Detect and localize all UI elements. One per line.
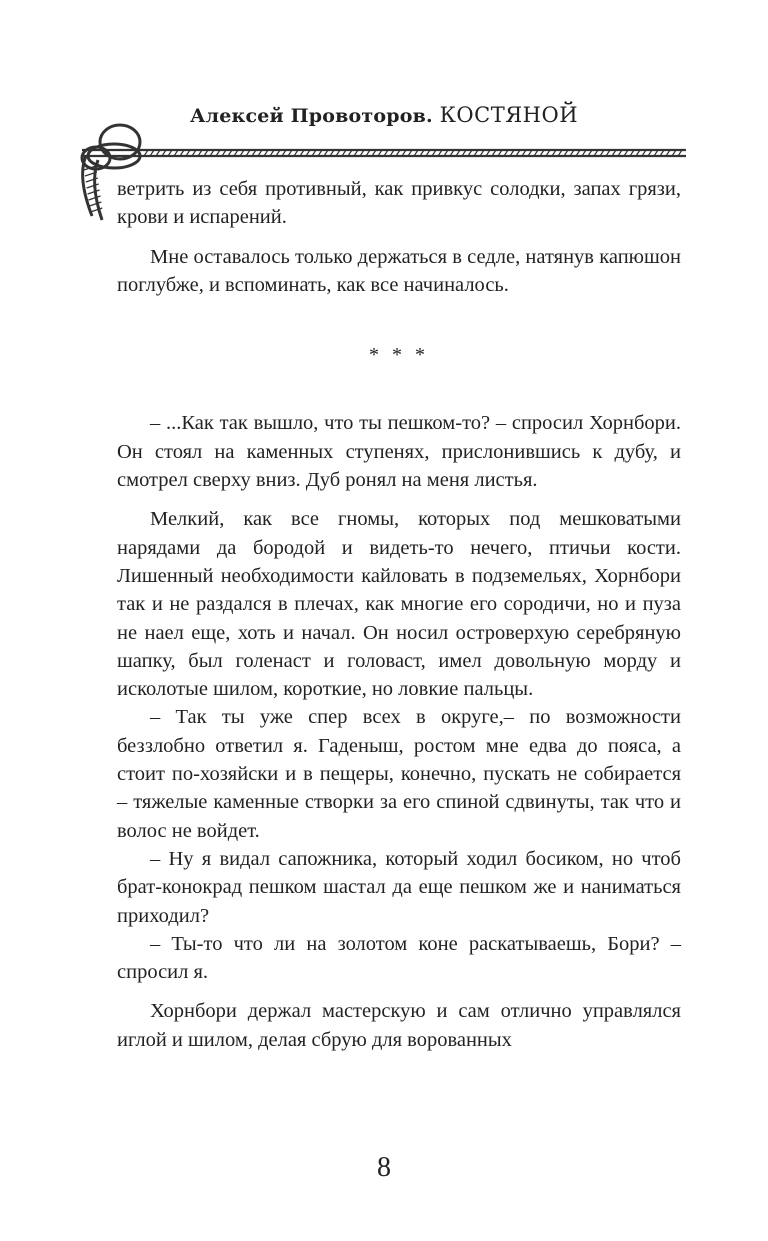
body-text <box>117 175 681 1054</box>
paragraph: Мне оставалось только держаться в седле, натянув капюшон поглубже, и вспоминать, как все начиналось. <box>117 245 681 296</box>
page-number: 8 <box>377 1152 391 1183</box>
paragraph: – Ну я видал сапожника, который ходил босиком, но чтоб брат-конокрад пешком шастал да еще пешком же и наниматься приходил? <box>117 847 681 927</box>
section-separator: * * * <box>369 344 429 367</box>
header-title: КОСТЯНОЙ <box>439 103 579 127</box>
header-author: Алексей Провоторов. <box>189 105 433 127</box>
paragraph: ветрить из себя противный, как привкус солодки, запах грязи, крови и испарений. <box>117 178 681 229</box>
paragraph: – Так ты уже спер всех в округе,– по возможности беззлобно ответил я. Гаденыш, ростом мне едва до пояса, а стоит по-хозяйски и в пещеры, конечно, пускать не собирается – тяжелые каменные створки за его спиной сдвинуты, так что и волос не войдет. <box>117 706 681 842</box>
paragraph: – ...Как так вышло, что ты пешком-то? – спросил Хорнбори. Он стоял на каменных ступенях, прислонившись к дубу, и смотрел сверху вниз. Дуб ронял на меня листья. <box>117 412 681 492</box>
paragraph: – Ты-то что ли на золотом коне раскатываешь, Бори? – спросил я. <box>117 932 681 984</box>
paragraph: Хорнбори держал мастерскую и сам отлично управлялся иглой и шилом, делая сбрую для ворованных <box>117 1000 681 1051</box>
paragraph: Мелкий, как все гномы, которых под мешковатыми нарядами да бородой и видеть-то нечего, птичьи кости. Лишенный необходимости кайловать в подземельях, Хорнбори так и не раздался в плечах, как многие его сородичи, но и пуза не наел еще, хоть и начал. Он носил островерхую серебряную шапку, был голенаст и головаст, имел довольную морду и исколотые шилом, короткие, но ловкие пальцы. <box>117 508 681 701</box>
